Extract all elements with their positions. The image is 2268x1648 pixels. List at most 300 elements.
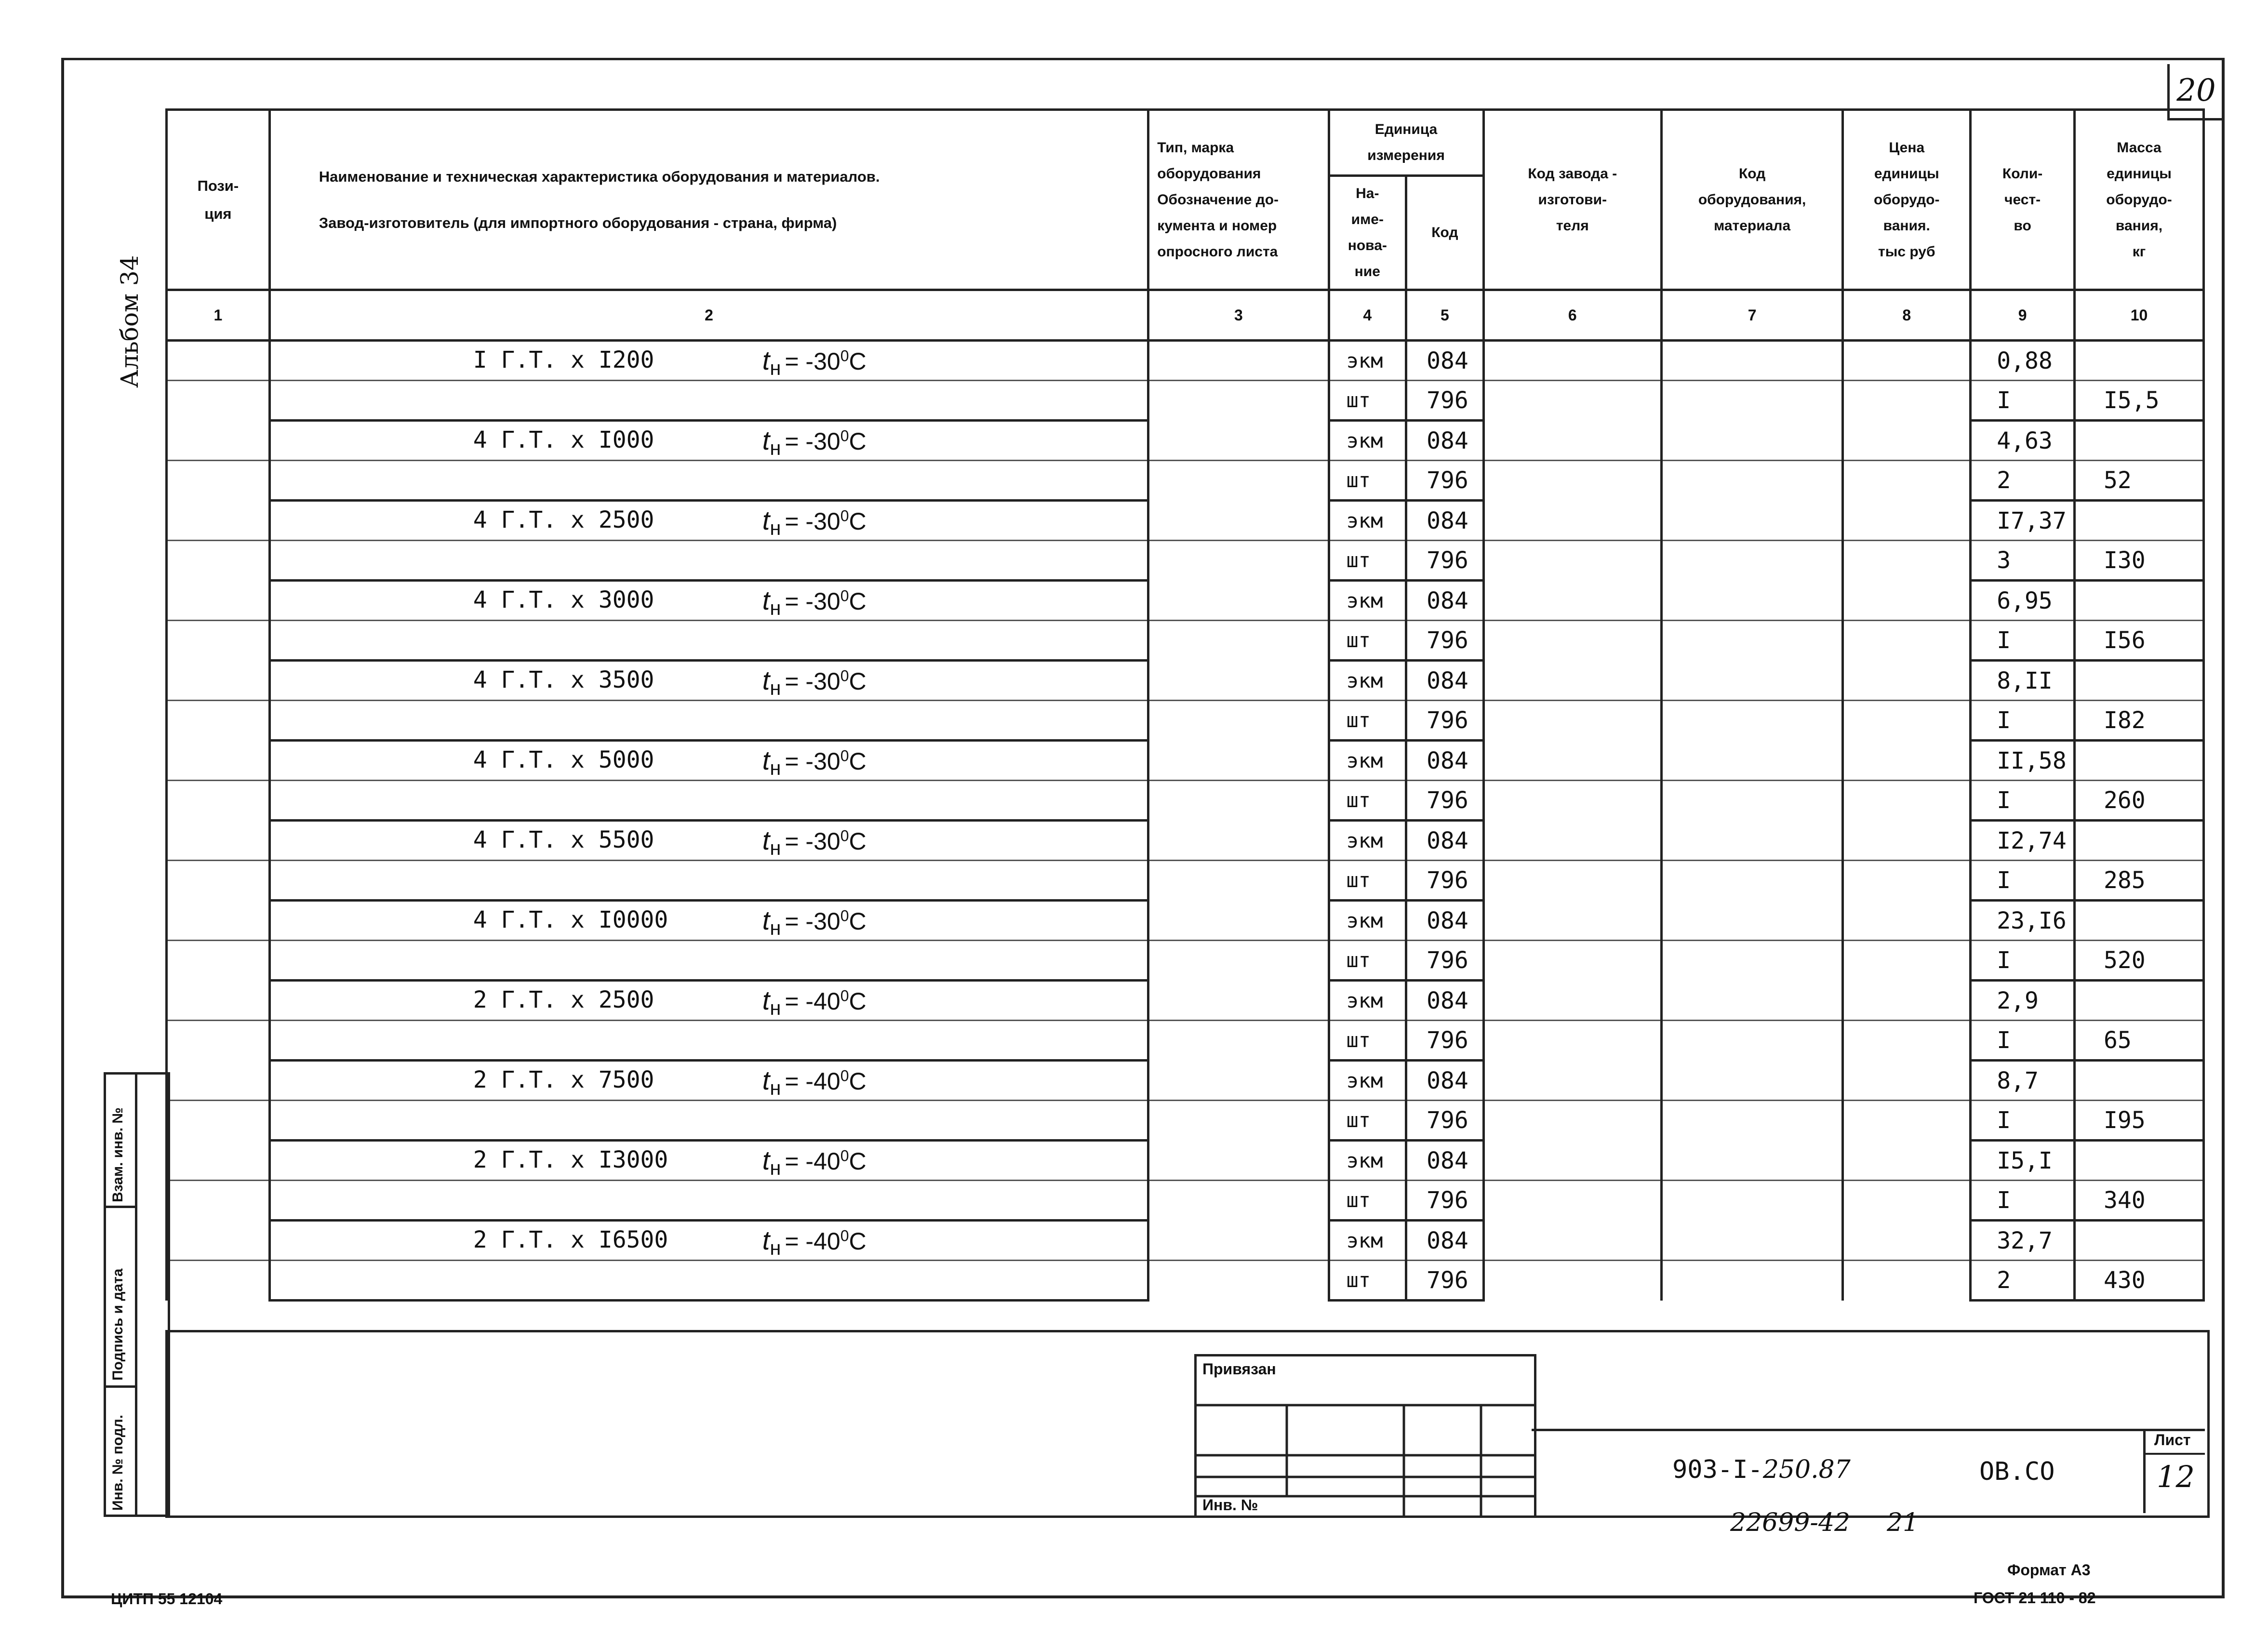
unit-price-cell xyxy=(1843,1181,1971,1221)
temp-degree: 0 xyxy=(840,587,849,605)
equipment-code-cell xyxy=(1661,581,1842,621)
privyazan-label: Привязан xyxy=(1202,1360,1276,1378)
position-cell xyxy=(167,1061,270,1101)
quantity-cell: 3 xyxy=(1971,541,2075,581)
type-cell xyxy=(1148,1221,1329,1261)
item-temperature xyxy=(762,1224,867,1260)
unit-code-cell: 796 xyxy=(1406,701,1484,741)
col-number-7: 7 xyxy=(1661,290,1842,341)
unit-price-cell xyxy=(1843,661,1971,701)
col-number-1: 1 xyxy=(167,290,270,341)
temp-degree: 0 xyxy=(840,507,849,525)
unit-name-cell: экм xyxy=(1329,741,1406,781)
type-cell xyxy=(1148,581,1329,621)
table-row xyxy=(167,981,2204,1021)
header-unit-mass xyxy=(2074,110,2203,290)
quantity-cell: I xyxy=(1971,621,2075,661)
footer-format: Формат А3 xyxy=(2007,1561,2091,1579)
title-separator xyxy=(1532,1429,2205,1431)
temp-value: = -30 xyxy=(785,508,840,535)
unit-code-cell: 796 xyxy=(1406,1021,1484,1061)
unit-name-cell: шт xyxy=(1329,1101,1406,1141)
position-cell xyxy=(167,941,270,981)
mass-cell xyxy=(2074,1141,2203,1181)
type-cell xyxy=(1148,1141,1329,1181)
table-row xyxy=(167,541,2204,581)
position-cell xyxy=(167,1261,270,1301)
unit-code-cell: 084 xyxy=(1406,1141,1484,1181)
temp-degree: 0 xyxy=(840,1147,849,1165)
equipment-code-cell xyxy=(1661,861,1842,901)
header-price-line2: единицы xyxy=(1874,165,1939,182)
table-row xyxy=(167,621,2204,661)
type-cell xyxy=(1148,541,1329,581)
item-name: 4 Г.Т. х I000 xyxy=(473,426,654,453)
temp-subscript: н xyxy=(770,997,781,1019)
temp-subscript: н xyxy=(770,837,781,859)
item-temperature xyxy=(762,505,867,540)
item-temperature xyxy=(762,585,867,620)
manufacturer-code-cell xyxy=(1483,1261,1661,1301)
item-name: 4 Г.Т. х 3000 xyxy=(473,586,654,613)
unit-price-cell xyxy=(1843,741,1971,781)
type-cell xyxy=(1148,981,1329,1021)
temp-symbol: t xyxy=(762,505,770,535)
type-cell xyxy=(1148,621,1329,661)
type-cell xyxy=(1148,1021,1329,1061)
unit-price-cell xyxy=(1843,381,1971,421)
unit-price-cell xyxy=(1843,941,1971,981)
temp-subscript: н xyxy=(770,1156,781,1179)
table-row xyxy=(167,461,2204,501)
unit-code-cell: 084 xyxy=(1406,1221,1484,1261)
col-number-2: 2 xyxy=(269,290,1148,341)
temp-symbol: t xyxy=(762,585,770,615)
mass-cell xyxy=(2074,1221,2203,1261)
header-mass-line5: кг xyxy=(2132,243,2146,260)
header-manufacturer-code xyxy=(1483,110,1661,290)
doc-suffix: ОВ.СО xyxy=(1979,1457,2055,1486)
unit-code-cell: 084 xyxy=(1406,661,1484,701)
temp-value: = -40 xyxy=(785,1068,840,1095)
item-temperature xyxy=(762,744,867,780)
temp-unit: C xyxy=(849,508,867,535)
col-number-8: 8 xyxy=(1843,290,1971,341)
mass-cell: 520 xyxy=(2074,941,2203,981)
temp-symbol: t xyxy=(762,1145,770,1175)
side-label-vzam: Взам. инв. № xyxy=(110,1107,126,1202)
archive-number: 22699-42 xyxy=(1730,1508,1851,1537)
unit-name-cell: шт xyxy=(1329,1021,1406,1061)
table-row xyxy=(167,941,2204,981)
temp-unit: C xyxy=(849,668,867,695)
header-type-line2: оборудования xyxy=(1157,165,1261,182)
quantity-cell: 2 xyxy=(1971,1261,2075,1301)
temp-degree: 0 xyxy=(840,987,849,1005)
header-price-line5: тыс руб xyxy=(1878,243,1935,260)
col-number-5: 5 xyxy=(1406,290,1484,341)
position-cell xyxy=(167,701,270,741)
unit-code-cell: 796 xyxy=(1406,941,1484,981)
header-eq-line3: материала xyxy=(1714,217,1791,234)
type-cell xyxy=(1148,1061,1329,1101)
item-name-cell xyxy=(269,341,1148,381)
type-cell xyxy=(1148,781,1329,821)
equipment-code-cell xyxy=(1661,821,1842,861)
position-cell xyxy=(167,741,270,781)
manufacturer-code-cell xyxy=(1483,1141,1661,1181)
type-cell xyxy=(1148,821,1329,861)
item-name-cell xyxy=(269,701,1148,741)
doc-number-hand: 250.87 xyxy=(1762,1455,1851,1484)
mass-cell: I95 xyxy=(2074,1101,2203,1141)
list-number: 12 xyxy=(2157,1459,2195,1494)
position-cell xyxy=(167,1181,270,1221)
manufacturer-code-cell xyxy=(1483,1221,1661,1261)
temp-value: = -40 xyxy=(785,1228,840,1255)
header-unit-group: Единица измерения xyxy=(1329,110,1483,176)
temp-subscript: н xyxy=(770,597,781,619)
quantity-cell: I2,74 xyxy=(1971,821,2075,861)
mass-cell xyxy=(2074,981,2203,1021)
position-cell xyxy=(167,821,270,861)
position-cell xyxy=(167,581,270,621)
temp-unit: C xyxy=(849,428,867,455)
type-cell xyxy=(1148,461,1329,501)
side-stamp xyxy=(104,1072,170,1517)
item-name-cell xyxy=(269,981,1148,1021)
table-row xyxy=(167,1221,2204,1261)
position-cell xyxy=(167,501,270,541)
item-temperature xyxy=(762,345,867,380)
doc-number-print: 903-I- xyxy=(1672,1455,1763,1484)
table-row xyxy=(167,821,2204,861)
temp-degree: 0 xyxy=(840,347,849,365)
temp-subscript: н xyxy=(770,517,781,539)
position-cell xyxy=(167,541,270,581)
table-row xyxy=(167,781,2204,821)
unit-price-cell xyxy=(1843,1221,1971,1261)
temp-unit: C xyxy=(849,1228,867,1255)
equipment-code-cell xyxy=(1661,501,1842,541)
unit-code-cell: 084 xyxy=(1406,741,1484,781)
unit-name-cell: шт xyxy=(1329,701,1406,741)
manufacturer-code-cell xyxy=(1483,661,1661,701)
mass-cell: I30 xyxy=(2074,541,2203,581)
unit-price-cell xyxy=(1843,501,1971,541)
quantity-cell: I5,I xyxy=(1971,1141,2075,1181)
equipment-code-cell xyxy=(1661,621,1842,661)
table-row xyxy=(167,1061,2204,1101)
unit-price-cell xyxy=(1843,461,1971,501)
mass-cell xyxy=(2074,1061,2203,1101)
quantity-cell: 6,95 xyxy=(1971,581,2075,621)
type-cell xyxy=(1148,381,1329,421)
item-name-cell xyxy=(269,1181,1148,1221)
equipment-code-cell xyxy=(1661,1181,1842,1221)
unit-price-cell xyxy=(1843,1021,1971,1061)
unit-name-cell: шт xyxy=(1329,621,1406,661)
album-label: Альбом 34 xyxy=(116,255,144,388)
title-block-privyazan xyxy=(1194,1354,1536,1518)
unit-code-cell: 796 xyxy=(1406,1261,1484,1301)
equipment-code-cell xyxy=(1661,661,1842,701)
unit-code-cell: 084 xyxy=(1406,581,1484,621)
unit-price-cell xyxy=(1843,421,1971,461)
type-cell xyxy=(1148,701,1329,741)
unit-name-cell: экм xyxy=(1329,1061,1406,1101)
mass-cell: 65 xyxy=(2074,1021,2203,1061)
mass-cell xyxy=(2074,901,2203,941)
archive-sheet: 21 xyxy=(1887,1508,1919,1537)
equipment-code-cell xyxy=(1661,701,1842,741)
title-block-grid xyxy=(1197,1356,1534,1515)
equipment-code-cell xyxy=(1661,1261,1842,1301)
col-number-3: 3 xyxy=(1148,290,1329,341)
manufacturer-code-cell xyxy=(1483,741,1661,781)
item-name-cell xyxy=(269,421,1148,461)
temp-degree: 0 xyxy=(840,747,849,765)
type-cell xyxy=(1148,861,1329,901)
unit-name-cell: экм xyxy=(1329,501,1406,541)
mass-cell: 52 xyxy=(2074,461,2203,501)
position-cell xyxy=(167,1021,270,1061)
item-name-cell xyxy=(269,1141,1148,1181)
table-row xyxy=(167,861,2204,901)
equipment-code-cell xyxy=(1661,1141,1842,1181)
quantity-cell: 8,II xyxy=(1971,661,2075,701)
position-cell xyxy=(167,1101,270,1141)
mass-cell xyxy=(2074,821,2203,861)
type-cell xyxy=(1148,941,1329,981)
unit-price-cell xyxy=(1843,901,1971,941)
unit-price-cell xyxy=(1843,621,1971,661)
unit-name-cell: экм xyxy=(1329,901,1406,941)
bottom-block xyxy=(165,1330,2210,1518)
unit-name-cell: шт xyxy=(1329,1181,1406,1221)
equipment-code-cell xyxy=(1661,741,1842,781)
temp-value: = -30 xyxy=(785,828,840,855)
unit-code-cell: 796 xyxy=(1406,461,1484,501)
item-name-cell xyxy=(269,941,1148,981)
unit-price-cell xyxy=(1843,1261,1971,1301)
unit-name-cell: шт xyxy=(1329,381,1406,421)
unit-name-cell: экм xyxy=(1329,1141,1406,1181)
header-qty-line1: Коли- xyxy=(2002,165,2043,182)
side-stamp-divider xyxy=(135,1075,137,1515)
item-temperature xyxy=(762,984,867,1020)
item-name: 2 Г.Т. х I3000 xyxy=(473,1146,668,1173)
position-cell xyxy=(167,861,270,901)
unit-name-cell: экм xyxy=(1329,341,1406,381)
item-name-cell xyxy=(269,581,1148,621)
equipment-code-cell xyxy=(1661,1061,1842,1101)
temp-symbol: t xyxy=(762,985,770,1015)
temp-subscript: н xyxy=(770,357,781,379)
item-name-cell xyxy=(269,861,1148,901)
table-row xyxy=(167,1261,2204,1301)
unit-code-cell: 796 xyxy=(1406,1101,1484,1141)
manufacturer-code-cell xyxy=(1483,621,1661,661)
header-price-line4: вания. xyxy=(1883,217,1930,234)
header-mfr-line3: теля xyxy=(1556,217,1589,234)
list-separator xyxy=(2143,1429,2146,1513)
manufacturer-code-cell xyxy=(1483,941,1661,981)
unit-name-cell: шт xyxy=(1329,941,1406,981)
header-mass-line3: оборудо- xyxy=(2106,191,2172,208)
type-cell xyxy=(1148,421,1329,461)
position-cell xyxy=(167,901,270,941)
item-name-cell xyxy=(269,381,1148,421)
manufacturer-code-cell xyxy=(1483,821,1661,861)
manufacturer-code-cell xyxy=(1483,341,1661,381)
mass-cell xyxy=(2074,581,2203,621)
type-cell xyxy=(1148,1261,1329,1301)
header-equipment-code xyxy=(1661,110,1842,290)
col-number-9: 9 xyxy=(1971,290,2075,341)
position-cell xyxy=(167,661,270,701)
mass-cell: 285 xyxy=(2074,861,2203,901)
temp-symbol: t xyxy=(762,665,770,695)
mass-cell xyxy=(2074,501,2203,541)
header-unit-code: Код xyxy=(1406,176,1484,290)
position-cell xyxy=(167,1141,270,1181)
item-name-cell xyxy=(269,541,1148,581)
doc-number xyxy=(1672,1455,1851,1484)
temp-value: = -30 xyxy=(785,748,840,775)
type-cell xyxy=(1148,1181,1329,1221)
unit-code-cell: 796 xyxy=(1406,541,1484,581)
type-cell xyxy=(1148,501,1329,541)
temp-subscript: н xyxy=(770,757,781,779)
header-eq-line1: Код xyxy=(1738,165,1766,182)
table-row xyxy=(167,1181,2204,1221)
quantity-cell: I xyxy=(1971,861,2075,901)
item-name: I Г.Т. х I200 xyxy=(473,346,654,373)
mass-cell xyxy=(2074,661,2203,701)
unit-price-cell xyxy=(1843,821,1971,861)
temp-symbol: t xyxy=(762,905,770,935)
unit-code-cell: 796 xyxy=(1406,781,1484,821)
header-unit-price xyxy=(1843,110,1971,290)
item-temperature xyxy=(762,824,867,860)
temp-degree: 0 xyxy=(840,427,849,445)
temp-subscript: н xyxy=(770,1236,781,1259)
manufacturer-code-cell xyxy=(1483,381,1661,421)
unit-name-cell: экм xyxy=(1329,981,1406,1021)
table-row xyxy=(167,741,2204,781)
temp-degree: 0 xyxy=(840,667,849,685)
temp-unit: C xyxy=(849,828,867,855)
item-name: 4 Г.Т. х I0000 xyxy=(473,906,668,933)
table-row xyxy=(167,701,2204,741)
item-temperature xyxy=(762,1064,867,1100)
header-price-line1: Цена xyxy=(1889,139,1925,156)
manufacturer-code-cell xyxy=(1483,1061,1661,1101)
sheet-corner-number: 20 xyxy=(2167,64,2223,120)
position-cell xyxy=(167,621,270,661)
quantity-cell: I xyxy=(1971,781,2075,821)
unit-name-cell: экм xyxy=(1329,581,1406,621)
quantity-cell: I xyxy=(1971,701,2075,741)
item-name-cell xyxy=(269,621,1148,661)
unit-code-cell: 796 xyxy=(1406,861,1484,901)
equipment-code-cell xyxy=(1661,981,1842,1021)
item-name-cell xyxy=(269,741,1148,781)
quantity-cell: 4,63 xyxy=(1971,421,2075,461)
manufacturer-code-cell xyxy=(1483,701,1661,741)
mass-cell xyxy=(2074,421,2203,461)
header-position: Пози- ция xyxy=(167,110,270,290)
temp-degree: 0 xyxy=(840,1067,849,1085)
unit-code-cell: 796 xyxy=(1406,1181,1484,1221)
header-name-line2: Завод-изготовитель (для импортного оборудования - страна, фирма) xyxy=(319,214,837,231)
quantity-cell: 32,7 xyxy=(1971,1221,2075,1261)
temp-symbol: t xyxy=(762,345,770,375)
quantity-cell: 23,I6 xyxy=(1971,901,2075,941)
quantity-cell: I xyxy=(1971,1181,2075,1221)
mass-cell: 260 xyxy=(2074,781,2203,821)
type-cell xyxy=(1148,901,1329,941)
unit-price-cell xyxy=(1843,861,1971,901)
item-name-cell xyxy=(269,661,1148,701)
quantity-cell: II,58 xyxy=(1971,741,2075,781)
item-name: 4 Г.Т. х 3500 xyxy=(473,666,654,693)
unit-code-cell: 084 xyxy=(1406,981,1484,1021)
unit-code-cell: 084 xyxy=(1406,901,1484,941)
mass-cell xyxy=(2074,341,2203,381)
col-number-6: 6 xyxy=(1483,290,1661,341)
header-mass-line4: вания, xyxy=(2115,217,2163,234)
item-name-cell xyxy=(269,1221,1148,1261)
quantity-cell: I xyxy=(1971,381,2075,421)
temp-degree: 0 xyxy=(840,1227,849,1245)
position-cell xyxy=(167,461,270,501)
quantity-cell: 0,88 xyxy=(1971,341,2075,381)
position-cell xyxy=(167,341,270,381)
header-mass-line1: Масса xyxy=(2117,139,2161,156)
type-cell xyxy=(1148,1101,1329,1141)
equipment-code-cell xyxy=(1661,381,1842,421)
item-name-cell xyxy=(269,1101,1148,1141)
item-temperature xyxy=(762,1144,867,1180)
header-mfr-line1: Код завода - xyxy=(1528,165,1617,182)
table-row xyxy=(167,501,2204,541)
table-row xyxy=(167,661,2204,701)
temp-value: = -40 xyxy=(785,1148,840,1175)
temp-subscript: н xyxy=(770,677,781,699)
item-name: 4 Г.Т. х 2500 xyxy=(473,506,654,533)
position-cell xyxy=(167,421,270,461)
list-separator-h xyxy=(2143,1453,2205,1455)
table-row xyxy=(167,1021,2204,1061)
type-cell xyxy=(1148,741,1329,781)
temp-unit: C xyxy=(849,1068,867,1095)
unit-code-cell: 084 xyxy=(1406,501,1484,541)
header-type-line5: опросного листа xyxy=(1157,243,1278,260)
manufacturer-code-cell xyxy=(1483,581,1661,621)
unit-name-cell: экм xyxy=(1329,821,1406,861)
side-stamp-line xyxy=(106,1385,135,1388)
unit-code-cell: 084 xyxy=(1406,1061,1484,1101)
specification-table xyxy=(165,108,2205,1302)
unit-name-cell: экм xyxy=(1329,421,1406,461)
item-name-cell xyxy=(269,781,1148,821)
side-label-inv-podl: Инв. № подл. xyxy=(110,1414,126,1511)
unit-price-cell xyxy=(1843,1061,1971,1101)
quantity-cell: I xyxy=(1971,941,2075,981)
header-eq-line2: оборудования, xyxy=(1698,191,1806,208)
